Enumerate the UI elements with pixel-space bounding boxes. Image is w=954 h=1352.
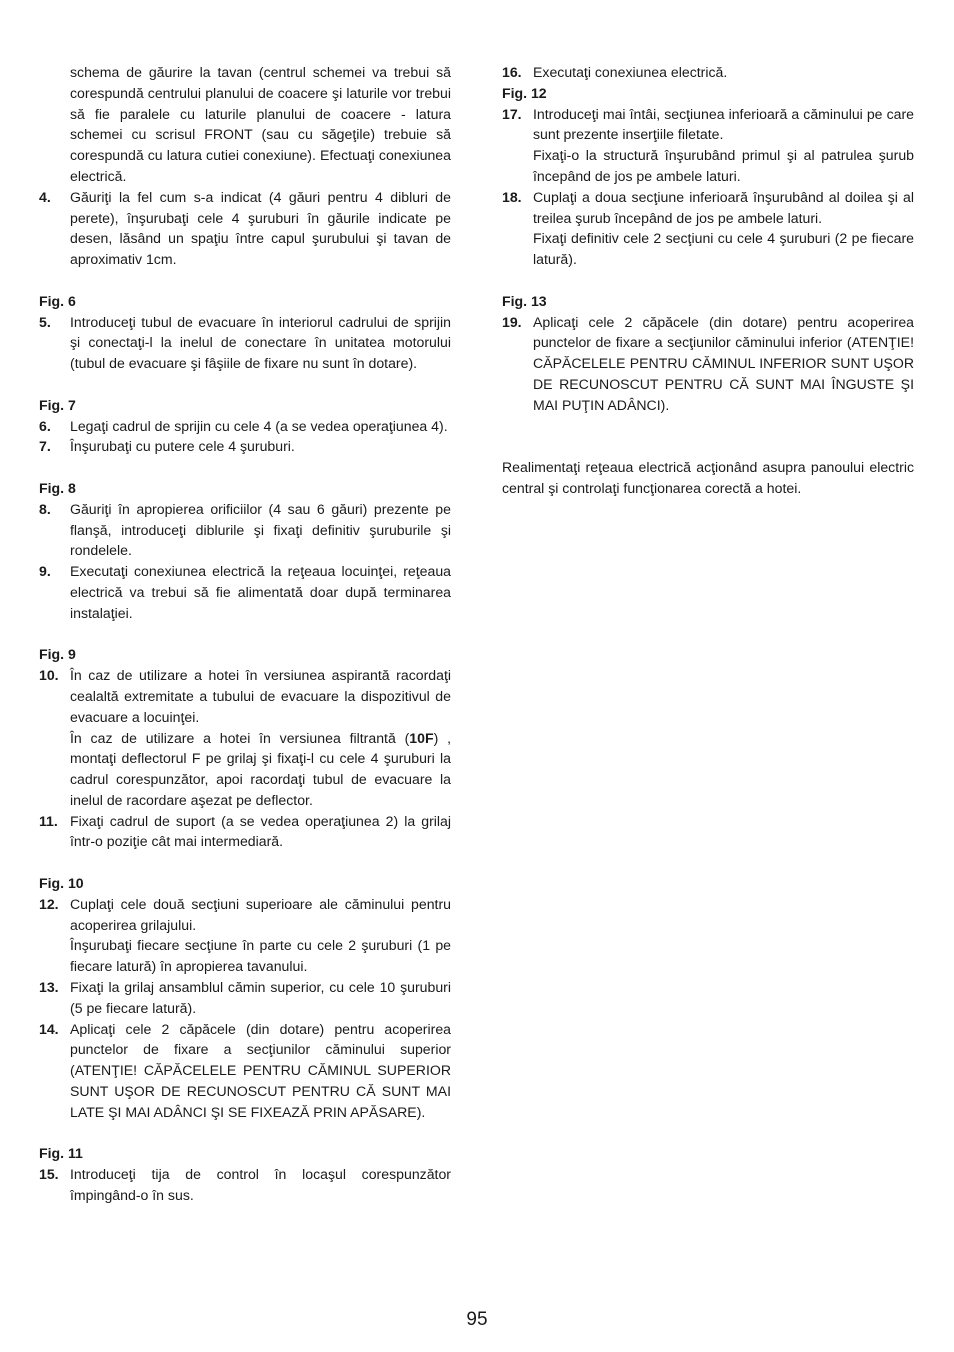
step-4 xyxy=(39,187,451,270)
left-column xyxy=(39,62,451,1206)
figure-heading-10: Fig. 10 xyxy=(39,875,84,892)
step-number: 15. xyxy=(39,1166,59,1183)
step-number: 6. xyxy=(39,417,51,434)
step-text: Aplicaţi cele 2 căpăcele (din dotare) pentru acoperirea punctelor de fixare a secţiunilor căminului superior (ATENŢIE! CĂPĂCELELE PENTRU CĂMINUL SUPERIOR SUNT UŞOR DE RECUNOSCUT PENTRU CĂ SUNT MAI LATE ŞI MAI ADÂNCI ŞI SE FIXEAZĂ PRIN APĂSARE). xyxy=(70,1020,451,1120)
step-19 xyxy=(502,312,914,416)
step-text: Legaţi cadrul de sprijin cu cele 4 (a se vedea operaţiunea 4). xyxy=(70,417,448,434)
step-16 xyxy=(502,62,914,83)
step-8 xyxy=(39,499,451,561)
filter-version-code: 10F xyxy=(409,729,434,746)
figure-heading-13: Fig. 13 xyxy=(502,292,547,309)
step-18 xyxy=(502,187,914,270)
step-text-para2-end: ) , montaţi deflectorul F pe grilaj şi fixaţi-l cu cele 4 şuruburi la cadrul corespunzător, apoi racordaţi tubul de evacuare la inelul de racordare aşezat pe deflector. xyxy=(70,729,452,808)
step-text: Înşurubaţi cu putere cele 4 şuruburi. xyxy=(70,438,295,455)
step-text: Găuriţi la fel cum s-a indicat (4 găuri pentru 4 dibluri de perete), înşurubaţi cele 4 şuruburi în găurile indicate pe desen, lăsând un spaţiu între capul şurubului şi tavan de aproximativ 1cm. xyxy=(70,188,451,268)
step-text xyxy=(533,104,914,187)
figure-heading-11: Fig. 11 xyxy=(39,1145,83,1162)
step-text-para1: Introduceţi mai întâi, secţiunea inferioară a căminului pe care sunt prezente inserţiile filetate. xyxy=(533,105,914,143)
step-text-para2: Fixaţi-o la structură înşurubând primul şi al patrulea şurub începând de jos pe ambele laturi. xyxy=(533,147,914,184)
step-number: 12. xyxy=(39,895,59,912)
step-number: 18. xyxy=(502,188,522,205)
step-13 xyxy=(39,977,451,1019)
step-11 xyxy=(39,811,451,853)
step-text: Introduceţi tubul de evacuare în interiorul cadrului de sprijin şi conectaţi-l la inelul de conectare în unitatea motorului (tubul de evacuare şi fâşiile de fixare nu sunt în dotare). xyxy=(70,313,451,372)
step-number: 14. xyxy=(39,1020,59,1037)
step-number: 19. xyxy=(502,313,522,330)
step-7 xyxy=(39,436,451,457)
step-text: Executaţi conexiunea electrică la reţeaua locuinţei, reţeaua electrică va trebui să fie alimentată doar după terminarea instalaţiei. xyxy=(70,563,451,621)
step-number: 13. xyxy=(39,979,59,996)
step-number: 5. xyxy=(39,313,51,330)
step-number: 10. xyxy=(39,667,59,684)
page-number: 95 xyxy=(466,1309,488,1330)
step-text: Fixaţi cadrul de suport (a se vedea operaţiunea 2) la grilaj într-o poziţie cât mai intermediară. xyxy=(70,812,451,850)
right-column xyxy=(502,62,914,499)
step-text xyxy=(70,894,451,977)
step-number: 16. xyxy=(502,64,522,80)
step-text-para1: În caz de utilizare a hotei în versiunea aspirantă racordaţi cealaltă extremitate a tubului de evacuare la dispozitivul de evacuare a locuinţei. xyxy=(70,667,451,725)
intro-paragraph: schema de găurire la tavan (centrul schemei va trebui să corespundă centrului planului de coacere şi laturile vor trebui să fie paralele cu laturile planului de coacere - latura schemei cu scrisul FRONT (sau cu săgeţile) trebuie să corespundă cu latura cutiei conexiune). Efectuaţi conexiunea electrică. xyxy=(70,64,451,184)
step-text: Introduceţi tija de control în locaşul corespunzător împingând-o în sus. xyxy=(70,1166,451,1204)
step-5 xyxy=(39,312,451,374)
step-15 xyxy=(39,1164,451,1206)
figure-heading-8: Fig. 8 xyxy=(39,479,76,496)
step-14 xyxy=(39,1019,451,1123)
step-12 xyxy=(39,894,451,977)
step-number: 8. xyxy=(39,500,51,517)
figure-heading-9: Fig. 9 xyxy=(39,646,76,663)
figure-heading-12: Fig. 12 xyxy=(502,84,547,101)
step-10 xyxy=(39,665,451,811)
figure-heading-7: Fig. 7 xyxy=(39,396,76,413)
step-text: Executaţi conexiunea electrică. xyxy=(533,64,728,80)
step-text: Aplicaţi cele 2 căpăcele (din dotare) pentru acoperirea punctelor de fixare a secţiunilor căminului inferior (ATENŢIE! CĂPĂCELELE PENTRU CĂMINUL INFERIOR SUNT UŞOR DE RECUNOSCUT PENTRU CĂ SUNT MAI ÎNGUSTE ŞI MAI PUŢIN ADÂNCI). xyxy=(533,313,914,413)
step-number: 4. xyxy=(39,188,51,205)
step-17 xyxy=(502,104,914,187)
figure-heading-6: Fig. 6 xyxy=(39,292,76,309)
step-text-para1: Cuplaţi a doua secţiune inferioară înşurubând al doilea şi al treilea şurub începând de jos pe ambele laturi. xyxy=(533,188,914,226)
step-9 xyxy=(39,561,451,623)
step-6 xyxy=(39,416,451,437)
step-text xyxy=(533,187,914,270)
step-text-para2: Înşurubaţi fiecare secţiune în parte cu cele 2 şuruburi (1 pe fiecare latură) în apropierea tavanului. xyxy=(70,937,451,975)
closing-paragraph: Realimentaţi reţeaua electrică acţionând asupra panoului electric central şi controlaţi funcţionarea corectă a hotei. xyxy=(502,459,914,496)
step-number: 17. xyxy=(502,105,522,122)
step-text-para2: Fixaţi definitiv cele 2 secţiuni cu cele 4 şuruburi (2 pe fiecare latură). xyxy=(533,230,914,268)
step-text-para2-start: În caz de utilizare a hotei în versiunea filtrantă ( xyxy=(70,729,410,746)
step-number: 7. xyxy=(39,438,51,455)
step-text xyxy=(70,665,451,811)
step-text-para1: Cuplaţi cele două secţiuni superioare ale căminului pentru acoperirea grilajului. xyxy=(70,895,451,933)
step-number: 11. xyxy=(39,812,58,829)
step-number: 9. xyxy=(39,563,51,580)
step-text: Găuriţi în apropierea orificiilor (4 sau 6 găuri) prezente pe flanşă, introduceţi diblurile şi fixaţi definitiv şuruburile şi rondelele. xyxy=(70,500,451,559)
step-text: Fixaţi la grilaj ansamblul cămin superior, cu cele 10 şuruburi (5 pe fiecare latură). xyxy=(70,979,451,1016)
